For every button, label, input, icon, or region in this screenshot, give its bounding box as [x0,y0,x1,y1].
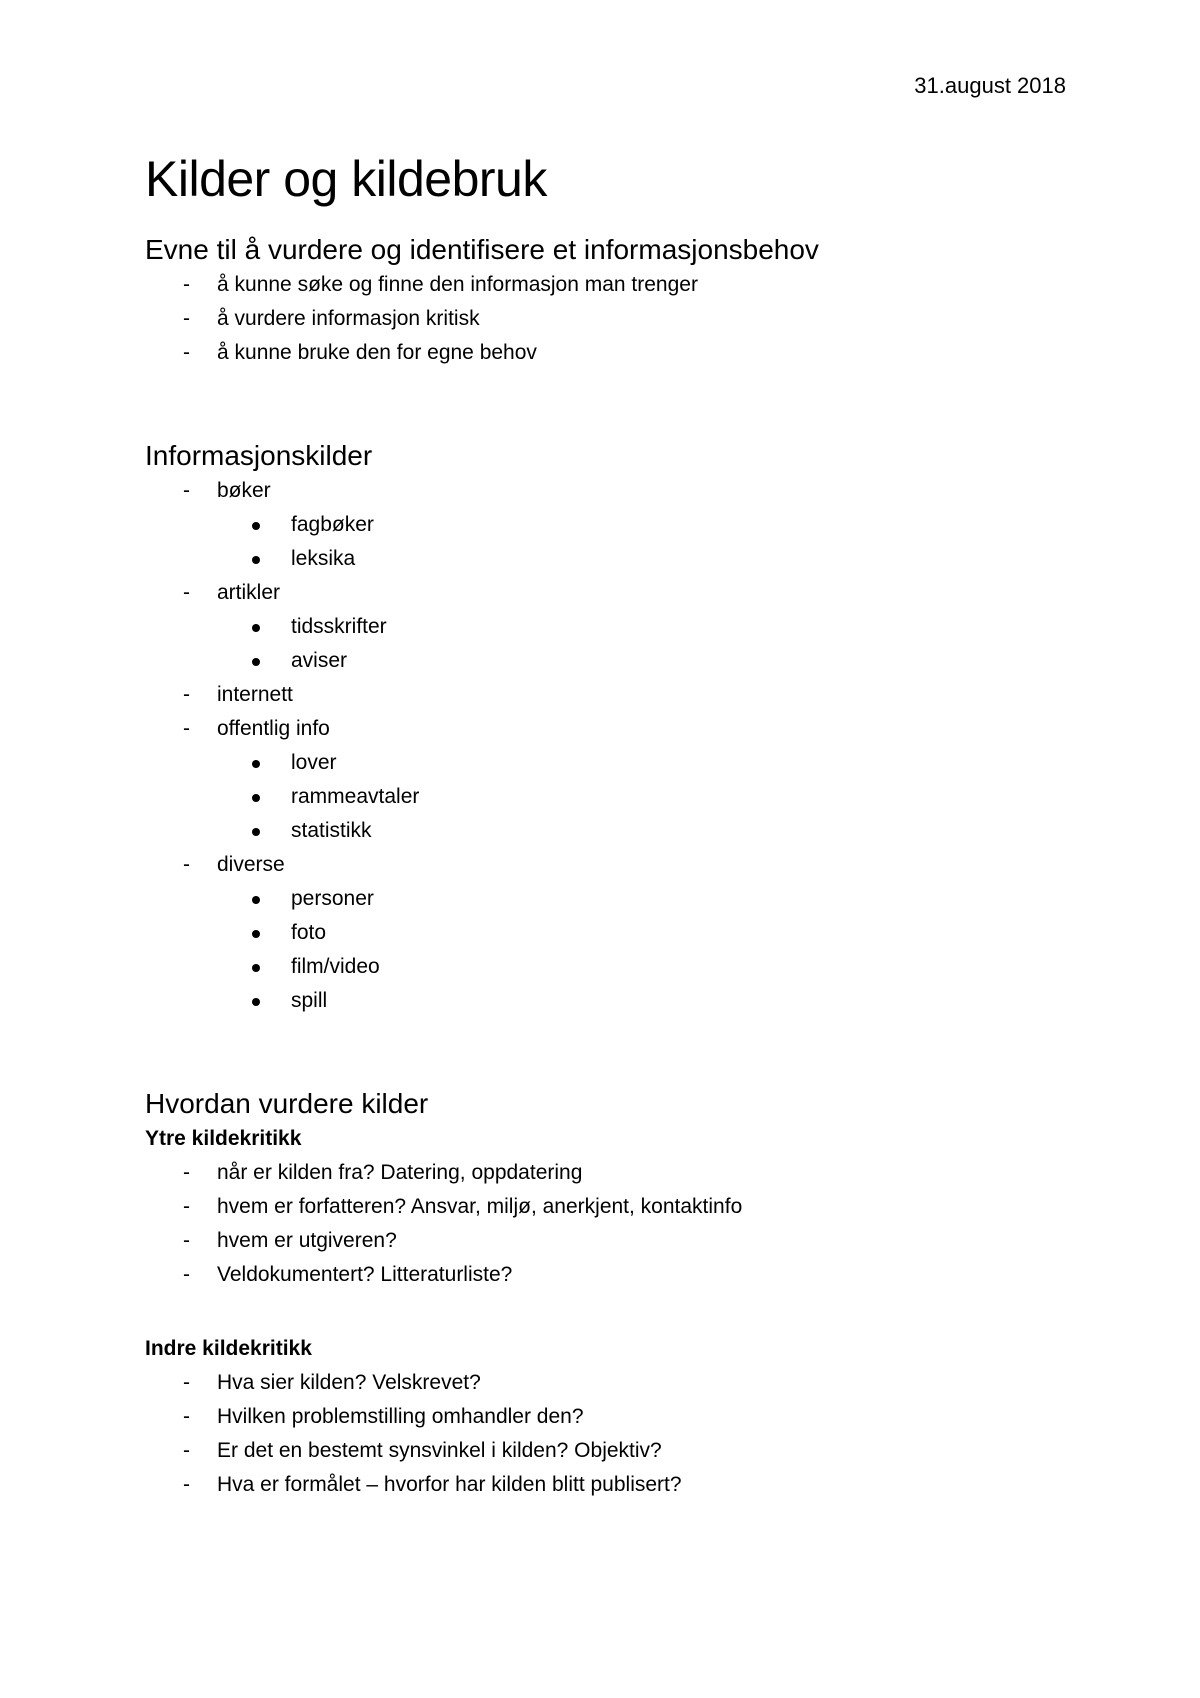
sub-list-item [145,984,1065,1018]
list-item [145,1156,1065,1190]
section-heading: Informasjonskilder [145,440,373,471]
dash-marker: - [183,1161,190,1184]
list-item [145,712,1065,746]
bullet-list [145,610,1065,678]
dash-marker: - [183,1229,190,1252]
section-informasjonsbehov [145,232,1065,370]
bullet-list [145,508,1065,576]
subsection-indre-kildekritikk [145,1332,1065,1502]
list-item-text: bøker [217,479,271,502]
sub-list-item [145,814,1065,848]
dash-marker: - [183,307,190,330]
dash-marker: - [183,1263,190,1286]
subsection-ytre-kildekritikk [145,1122,1065,1292]
subsection-heading: Indre kildekritikk [145,1337,312,1360]
sub-list-item [145,508,1065,542]
dash-marker: - [183,581,190,604]
list-item [145,1190,1065,1224]
bullet-icon [252,794,260,802]
dash-marker: - [183,341,190,364]
bullet-list [145,882,1065,1018]
sub-list-item [145,610,1065,644]
bullet-icon [252,760,260,768]
list-item [145,848,1065,882]
list-item-text: offentlig info [217,717,330,740]
bullet-icon [252,998,260,1006]
dash-marker: - [183,683,190,706]
list-item-text: å vurdere informasjon kritisk [217,307,480,330]
sub-list-item-text: film/video [291,955,380,978]
sub-list-item-text: lover [291,751,337,774]
sub-list-item-text: rammeavtaler [291,785,420,808]
dash-marker: - [183,273,190,296]
sub-list-item [145,950,1065,984]
bullet-icon [252,658,260,666]
dash-list [145,474,1065,508]
dash-list [145,268,1065,370]
sub-list-item [145,542,1065,576]
sub-list-item [145,780,1065,814]
bullet-icon [252,556,260,564]
sub-list-item-text: personer [291,887,374,910]
section-heading: Hvordan vurdere kilder [145,1088,429,1119]
list-item [145,1258,1065,1292]
subsection-heading: Ytre kildekritikk [145,1127,302,1150]
dash-list [145,1156,1065,1292]
list-item-text: når er kilden fra? Datering, oppdatering [217,1161,583,1184]
dash-marker: - [183,479,190,502]
list-item-text: hvem er utgiveren? [217,1229,397,1252]
list-item-text: å kunne søke og finne den informasjon man trenger [217,273,698,296]
bullet-icon [252,828,260,836]
dash-list [145,1366,1065,1502]
dash-marker: - [183,1371,190,1394]
document-body [145,148,1065,1502]
sub-list-item-text: foto [291,921,327,944]
list-item-text: Veldokumentert? Litteraturliste? [217,1263,513,1286]
list-item-text: å kunne bruke den for egne behov [217,341,537,364]
list-item [145,336,1065,370]
section-vurdere-kilder [145,1086,1065,1502]
list-item-text: hvem er forfatteren? Ansvar, miljø, anerkjent, kontaktinfo [217,1195,743,1218]
dash-list [145,576,1065,610]
dash-marker: - [183,717,190,740]
bullet-icon [252,896,260,904]
list-item-text: Hvilken problemstilling omhandler den? [217,1405,584,1428]
dash-marker: - [183,853,190,876]
section-informasjonskilder [145,438,1065,1018]
dash-list [145,678,1065,746]
sub-list-item [145,916,1065,950]
list-item [145,302,1065,336]
sub-list-item-text: tidsskrifter [291,615,387,638]
list-item-text: Hva sier kilden? Velskrevet? [217,1371,481,1394]
document-date: 31.august 2018 [914,73,1066,98]
bullet-icon [252,624,260,632]
list-item-text: Er det en bestemt synsvinkel i kilden? Objektiv? [217,1439,662,1462]
list-item [145,474,1065,508]
sub-list-item-text: spill [291,989,328,1012]
bullet-icon [252,522,260,530]
sub-list-item-text: leksika [291,547,356,570]
dash-marker: - [183,1473,190,1496]
section-heading: Evne til å vurdere og identifisere et informasjonsbehov [145,234,819,265]
list-item-text: diverse [217,853,285,876]
sub-list-item-text: aviser [291,649,348,672]
list-item-text: Hva er formålet – hvorfor har kilden blitt publisert? [217,1473,682,1496]
dash-list [145,848,1065,882]
sub-list-item [145,882,1065,916]
list-item [145,1434,1065,1468]
sub-list-item-text: fagbøker [291,513,374,536]
bullet-icon [252,964,260,972]
dash-marker: - [183,1195,190,1218]
list-item [145,678,1065,712]
dash-marker: - [183,1405,190,1428]
bullet-icon [252,930,260,938]
page-title: Kilder og kildebruk [145,151,547,207]
list-item-text: artikler [217,581,281,604]
list-item [145,576,1065,610]
bullet-list [145,746,1065,848]
list-item [145,1468,1065,1502]
list-item [145,1400,1065,1434]
list-item [145,1366,1065,1400]
list-item-text: internett [217,683,293,706]
sub-list-item [145,746,1065,780]
sub-list-item [145,644,1065,678]
list-item [145,1224,1065,1258]
list-item [145,268,1065,302]
dash-marker: - [183,1439,190,1462]
sub-list-item-text: statistikk [291,819,372,842]
